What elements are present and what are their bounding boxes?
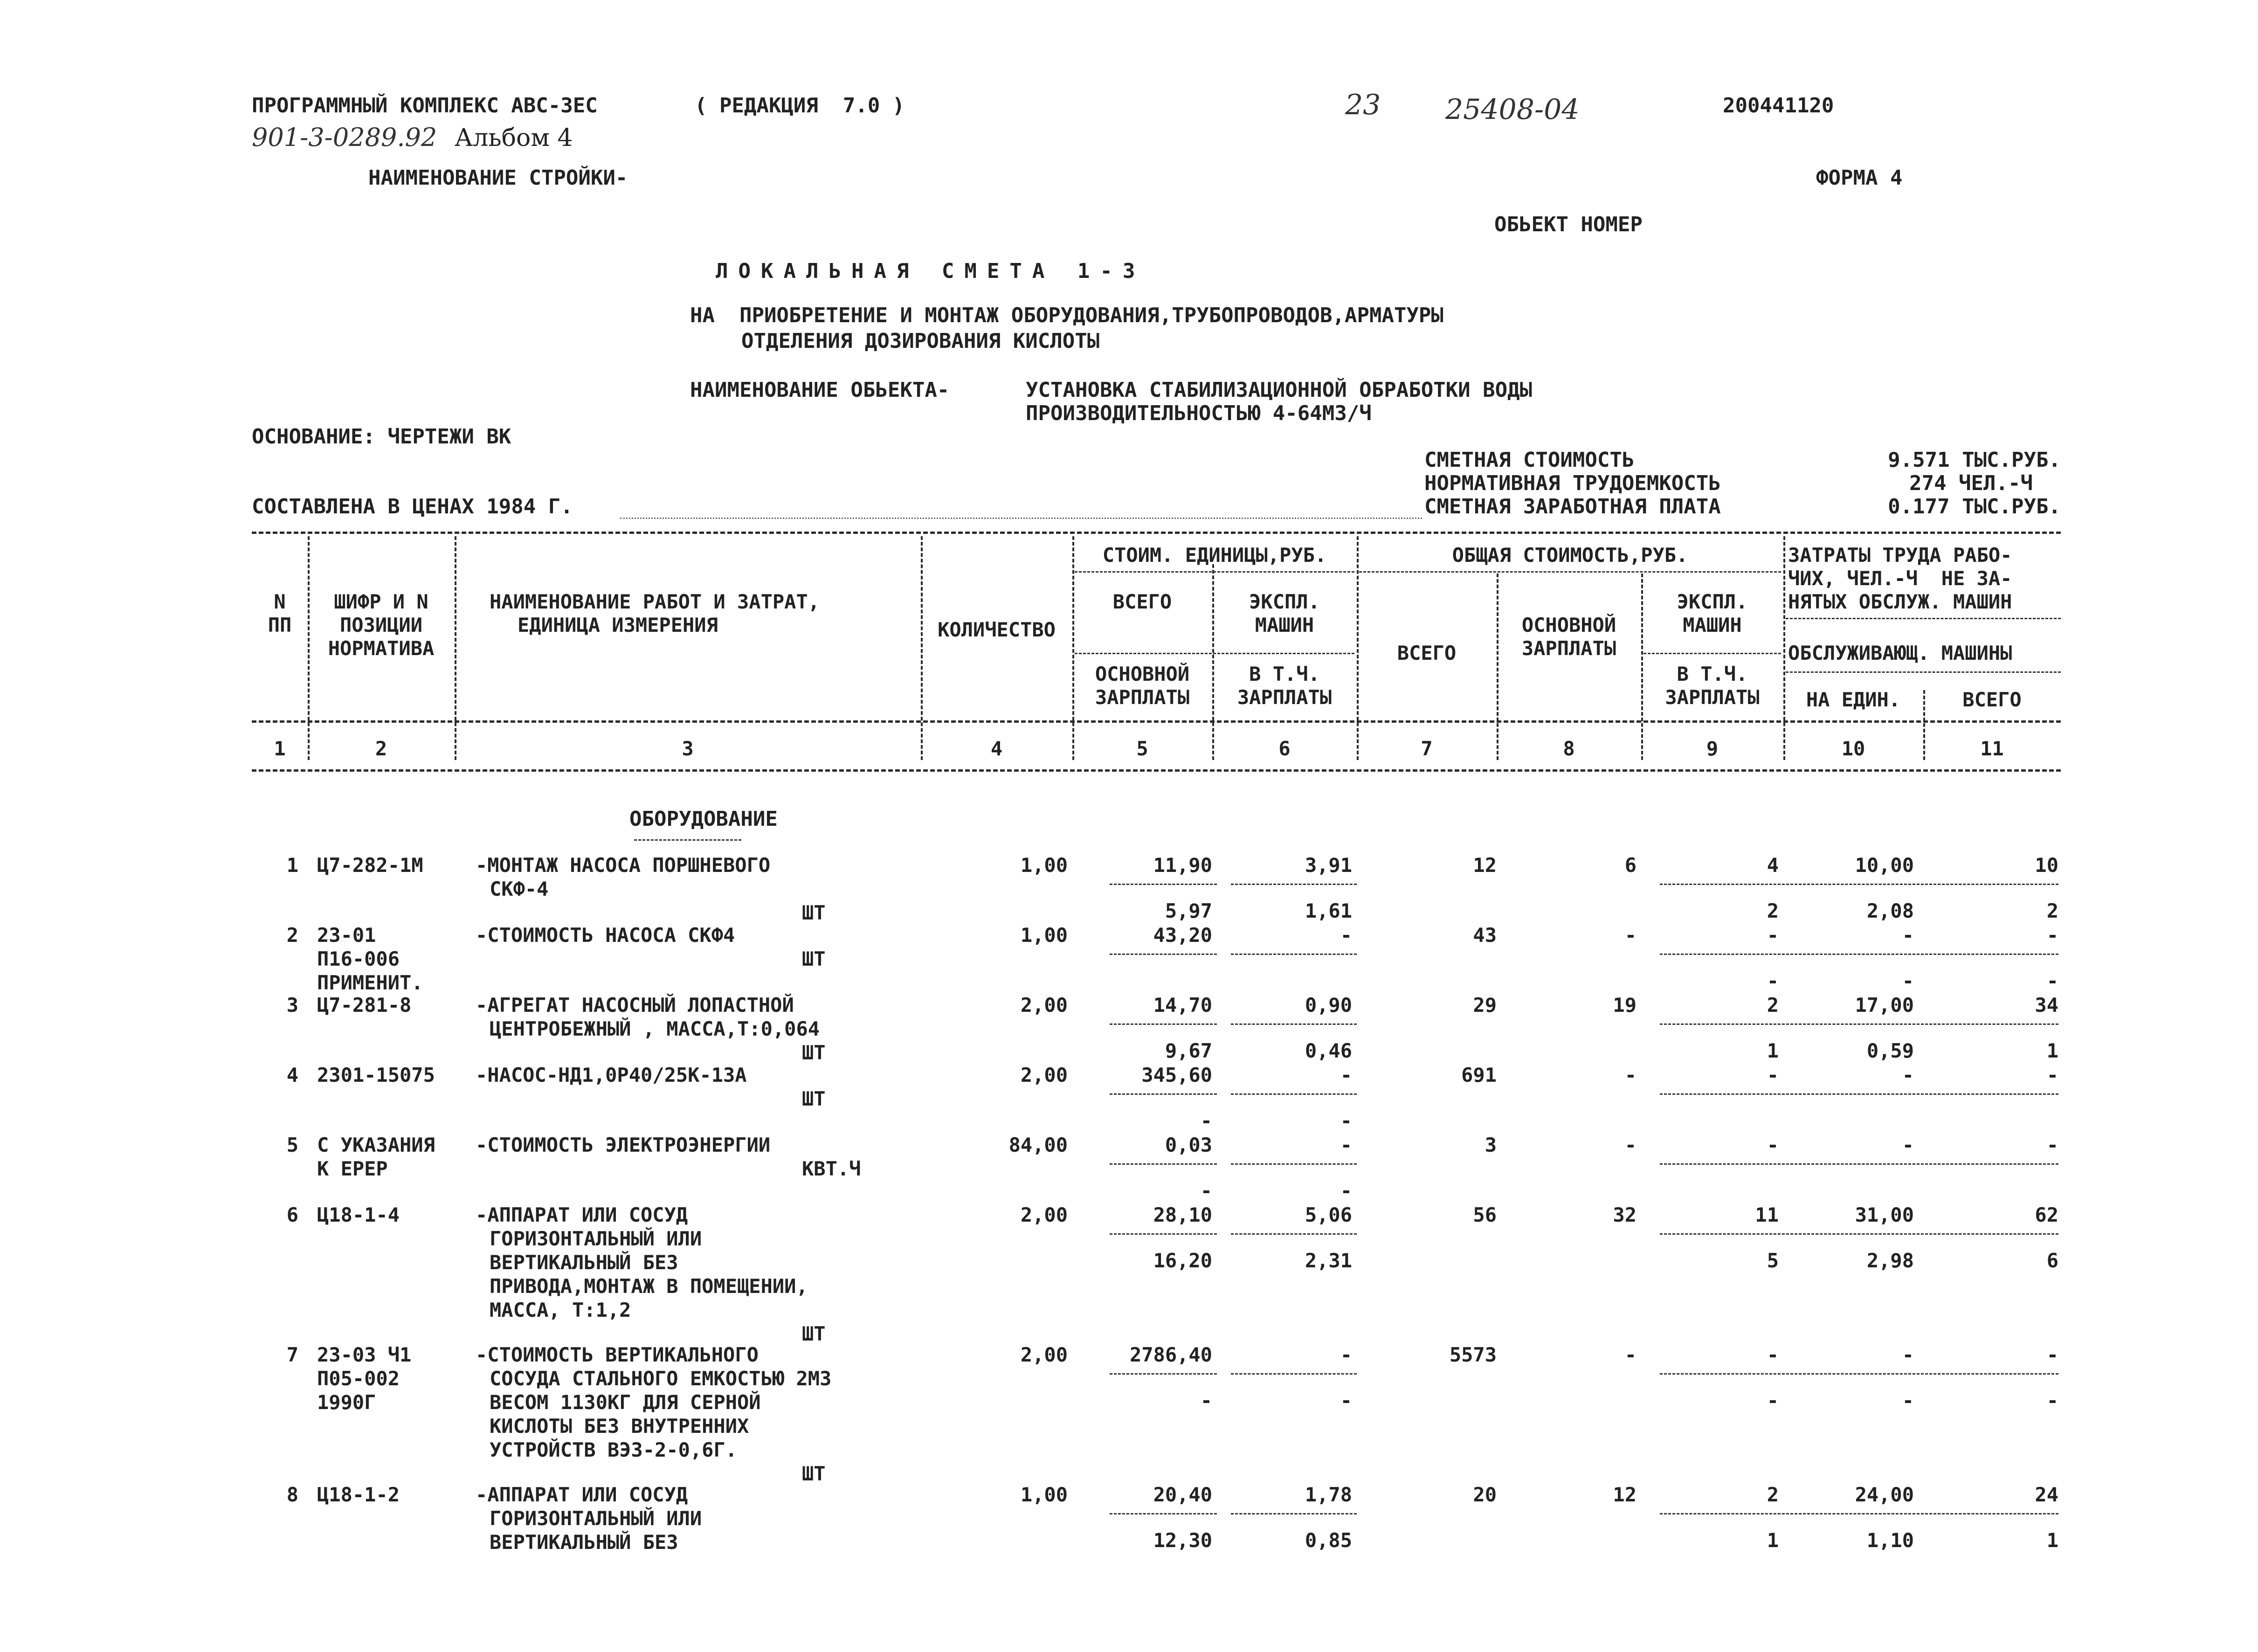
row-unit-machines: - xyxy=(1340,1343,1352,1366)
row-labor-total: 34 xyxy=(2035,994,2058,1016)
row-labor-machines-total: 2 xyxy=(2046,899,2058,922)
row-labor-per-unit: 10,00 xyxy=(1855,854,1914,877)
row-name: ВЕРТИКАЛЬНЫЙ БЕЗ xyxy=(490,1251,678,1274)
row-total-wage: - xyxy=(1624,1134,1637,1156)
row-code: Ц18-1-2 xyxy=(317,1483,400,1506)
row-subrule xyxy=(1231,1373,1357,1375)
column-number: 8 xyxy=(1563,737,1575,760)
section-title: ОБОРУДОВАНИЕ xyxy=(629,807,778,831)
row-code: 2301-15075 xyxy=(317,1064,435,1086)
column-number: 11 xyxy=(1980,737,2004,760)
row-labor-machines-total: 1 xyxy=(2046,1039,2058,1062)
row-subrule xyxy=(1660,1023,2058,1025)
row-total: 3 xyxy=(1485,1134,1497,1156)
row-code: П16-006 xyxy=(317,947,400,970)
column-number: 5 xyxy=(1136,737,1148,760)
row-subrule xyxy=(1660,1233,2058,1235)
row-name: УСТРОЙСТВ ВЭЗ-2-0,6Г. xyxy=(490,1438,738,1461)
header-total-machines: ЭКСПЛ. xyxy=(1677,590,1748,613)
object-name-line1: УСТАНОВКА СТАБИЛИЗАЦИОННОЙ ОБРАБОТКИ ВОДЫ xyxy=(1026,378,1533,402)
header-n: ПП xyxy=(268,614,292,636)
column-divider xyxy=(1783,536,1785,760)
row-total: 691 xyxy=(1461,1064,1497,1086)
row-total-wage: 12 xyxy=(1613,1483,1637,1506)
form-label: ФОРМА 4 xyxy=(1816,166,1903,190)
row-total: 12 xyxy=(1473,854,1497,877)
row-labor-total: - xyxy=(2046,1343,2058,1366)
row-code: 23-03 Ч1 xyxy=(317,1343,412,1366)
header-total-wage: ОСНОВНОЙ xyxy=(1521,614,1616,636)
row-total-wage: 32 xyxy=(1613,1203,1637,1226)
row-unit-incl-wage: 0,46 xyxy=(1305,1039,1352,1062)
row-unit-incl-wage: - xyxy=(1340,1109,1352,1132)
code-number: 200441120 xyxy=(1723,94,1834,118)
header-unit-incl: ЗАРПЛАТЫ xyxy=(1237,686,1332,709)
row-incl-wage: 2 xyxy=(1767,899,1779,922)
column-divider xyxy=(1072,536,1074,760)
row-labor-per-unit: - xyxy=(1902,1343,1914,1366)
row-subrule xyxy=(1231,1233,1357,1235)
row-incl-wage: 5 xyxy=(1767,1249,1779,1272)
row-labor-total: 10 xyxy=(2035,854,2058,877)
row-name: -СТОИМОСТЬ ВЕРТИКАЛЬНОГО xyxy=(476,1343,759,1366)
row-quantity: 2,00 xyxy=(1020,1203,1068,1226)
row-number: 3 xyxy=(286,994,298,1016)
row-unit-machines: 5,06 xyxy=(1305,1203,1352,1226)
row-total-machines: 2 xyxy=(1767,1483,1779,1506)
row-code: Ц7-281-8 xyxy=(317,994,412,1016)
page-number: 23 xyxy=(1345,89,1381,121)
estimate-subject-line2: ОТДЕЛЕНИЯ ДОЗИРОВАНИЯ КИСЛОТЫ xyxy=(741,329,1100,353)
row-subrule xyxy=(1660,884,2058,885)
header-unit-total: ВСЕГО xyxy=(1112,590,1172,613)
header-labor: ЗАТРАТЫ ТРУДА РАБО- xyxy=(1788,544,2012,567)
row-code: 1990Г xyxy=(317,1391,376,1414)
row-subrule xyxy=(1110,1373,1217,1375)
row-labor-per-unit: - xyxy=(1902,1134,1914,1156)
row-unit-total: 20,40 xyxy=(1153,1483,1212,1506)
rule xyxy=(252,532,2061,534)
row-subrule xyxy=(1660,1163,2058,1165)
row-subrule xyxy=(1110,884,1217,885)
row-unit-wage: - xyxy=(1200,1389,1212,1412)
row-total-machines: - xyxy=(1767,924,1779,947)
summary-label: СМЕТНАЯ СТОИМОСТЬ xyxy=(1424,448,1635,472)
row-labor-machines-total: - xyxy=(2046,1389,2058,1412)
summary-value: 274 ЧЕЛ.-Ч xyxy=(1909,471,2033,495)
row-labor-per-unit: - xyxy=(1902,1064,1914,1086)
row-unit-total: 345,60 xyxy=(1141,1064,1212,1086)
header-name: НАИМЕНОВАНИЕ РАБОТ И ЗАТРАТ, xyxy=(490,590,820,613)
row-quantity: 2,00 xyxy=(1020,1343,1068,1366)
column-number: 4 xyxy=(990,737,1003,760)
row-unit: ШТ xyxy=(802,1462,826,1485)
row-total-machines: - xyxy=(1767,1343,1779,1366)
row-total-wage: 6 xyxy=(1624,854,1637,877)
row-labor-machines-per-unit: - xyxy=(1902,1389,1914,1412)
row-subrule xyxy=(1231,1023,1357,1025)
row-subrule xyxy=(1660,1373,2058,1375)
row-labor-total: - xyxy=(2046,1134,2058,1156)
row-quantity: 1,00 xyxy=(1020,1483,1068,1506)
header-labor: НЯТЫХ ОБСЛУЖ. МАШИН xyxy=(1788,590,2012,613)
row-subrule xyxy=(1110,1093,1217,1095)
row-name: ГОРИЗОНТАЛЬНЫЙ ИЛИ xyxy=(490,1507,702,1530)
summary-label: СМЕТНАЯ ЗАРАБОТНАЯ ПЛАТА xyxy=(1424,495,1721,518)
row-name: ГОРИЗОНТАЛЬНЫЙ ИЛИ xyxy=(490,1227,702,1250)
summary-value: 0.177 ТЫС.РУБ. xyxy=(1888,495,2061,518)
edition: ( РЕДАКЦИЯ 7.0 ) xyxy=(695,94,905,118)
row-unit-machines: 1,78 xyxy=(1305,1483,1352,1506)
row-unit-wage: 5,97 xyxy=(1165,899,1212,922)
row-total-wage: 19 xyxy=(1613,994,1637,1016)
row-code: Ц7-282-1М xyxy=(317,854,423,877)
row-unit: КВТ.Ч xyxy=(802,1157,861,1180)
row-subrule xyxy=(1660,1513,2058,1514)
header-total-machines: МАШИН xyxy=(1683,614,1742,636)
row-total: 29 xyxy=(1473,994,1497,1016)
rule xyxy=(252,720,2061,723)
row-labor-machines-per-unit: 0,59 xyxy=(1866,1039,1914,1062)
rule xyxy=(252,769,2061,772)
row-unit-wage: 9,67 xyxy=(1165,1039,1212,1062)
subrule xyxy=(1786,618,2061,619)
row-incl-wage: - xyxy=(1767,969,1779,992)
row-name: -СТОИМОСТЬ НАСОСА СКФ4 xyxy=(476,924,735,947)
row-subrule xyxy=(1110,954,1217,955)
row-labor-total: 62 xyxy=(2035,1203,2058,1226)
row-total: 43 xyxy=(1473,924,1497,947)
row-labor-per-unit: - xyxy=(1902,924,1914,947)
row-labor-machines-per-unit: 2,98 xyxy=(1866,1249,1914,1272)
row-code: ПРИМЕНИТ. xyxy=(317,971,423,994)
row-labor-per-unit: 24,00 xyxy=(1855,1483,1914,1506)
row-name: -АГРЕГАТ НАСОСНЫЙ ЛОПАСТНОЙ xyxy=(476,994,794,1016)
row-name: ПРИВОДА,МОНТАЖ В ПОМЕЩЕНИИ, xyxy=(490,1275,808,1298)
column-divider xyxy=(1497,574,1498,760)
row-labor-machines-total: - xyxy=(2046,969,2058,992)
dotted-leader xyxy=(620,518,1422,519)
construction-label: НАИМЕНОВАНИЕ СТРОЙКИ- xyxy=(368,166,628,190)
row-labor-machines-per-unit: 1,10 xyxy=(1866,1529,1914,1552)
row-number: 5 xyxy=(286,1134,298,1156)
row-total: 5573 xyxy=(1449,1343,1497,1366)
row-unit: ШТ xyxy=(802,1087,826,1110)
row-name: ВЕРТИКАЛЬНЫЙ БЕЗ xyxy=(490,1531,678,1554)
row-unit-wage: - xyxy=(1200,1109,1212,1132)
row-total-wage: - xyxy=(1624,1064,1637,1086)
header-unit-wage: ОСНОВНОЙ xyxy=(1095,663,1190,685)
header-per-unit: НА ЕДИН. xyxy=(1806,688,1901,711)
row-unit-incl-wage: - xyxy=(1340,1179,1352,1202)
row-number: 8 xyxy=(286,1483,298,1506)
row-unit-machines: - xyxy=(1340,1064,1352,1086)
row-incl-wage: 1 xyxy=(1767,1039,1779,1062)
row-subrule xyxy=(1110,1513,1217,1514)
row-quantity: 1,00 xyxy=(1020,924,1068,947)
summary-label: НОРМАТИВНАЯ ТРУДОЕМКОСТЬ xyxy=(1424,471,1721,495)
row-name: -МОНТАЖ НАСОСА ПОРШНЕВОГО xyxy=(476,854,771,877)
row-name: ВЕСОМ 1130КГ ДЛЯ СЕРНОЙ xyxy=(490,1391,761,1414)
object-number-label: ОБЬЕКТ НОМЕР xyxy=(1494,213,1643,236)
row-subrule xyxy=(1110,1233,1217,1235)
object-name-line2: ПРОИЗВОДИТЕЛЬНОСТЬЮ 4-64М3/Ч xyxy=(1026,401,1372,425)
row-quantity: 2,00 xyxy=(1020,994,1068,1016)
row-labor-machines-per-unit: 2,08 xyxy=(1866,899,1914,922)
row-number: 2 xyxy=(286,924,298,947)
header-unit-machines: ЭКСПЛ. xyxy=(1249,590,1320,613)
row-labor-total: - xyxy=(2046,924,2058,947)
row-unit-total: 43,20 xyxy=(1153,924,1212,947)
row-name: МАССА, Т:1,2 xyxy=(490,1299,631,1321)
row-unit-total: 14,70 xyxy=(1153,994,1212,1016)
row-unit-incl-wage: 2,31 xyxy=(1305,1249,1352,1272)
row-unit-total: 2786,40 xyxy=(1129,1343,1212,1366)
row-total-wage: - xyxy=(1624,1343,1637,1366)
row-subrule xyxy=(1231,1513,1357,1514)
basis: ОСНОВАНИЕ: ЧЕРТЕЖИ ВК xyxy=(252,425,511,449)
row-labor-machines-per-unit: - xyxy=(1902,969,1914,992)
row-name: ЦЕНТРОБЕЖНЫЙ , МАССА,Т:0,064 xyxy=(490,1017,820,1040)
price-basis: СОСТАВЛЕНА В ЦЕНАХ 1984 Г. xyxy=(252,495,573,518)
row-code: Ц18-1-4 xyxy=(317,1203,400,1226)
row-name: КИСЛОТЫ БЕЗ ВНУТРЕННИХ xyxy=(490,1415,749,1438)
row-name: СКФ-4 xyxy=(490,878,549,900)
row-unit-total: 0,03 xyxy=(1165,1134,1212,1156)
row-unit-incl-wage: 1,61 xyxy=(1305,899,1352,922)
row-subrule xyxy=(1110,1023,1217,1025)
object-label: НАИМЕНОВАНИЕ ОБЬЕКТА- xyxy=(690,378,950,402)
row-code: К ЕРЕР xyxy=(317,1157,388,1180)
column-number: 9 xyxy=(1706,737,1719,760)
row-code: С УКАЗАНИЯ xyxy=(317,1134,435,1156)
header-total-incl: ЗАРПЛАТЫ xyxy=(1665,686,1760,709)
row-total-wage: - xyxy=(1624,924,1637,947)
row-subrule xyxy=(1660,954,2058,955)
row-name: -АППАРАТ ИЛИ СОСУД xyxy=(476,1483,688,1506)
row-name: СОСУДА СТАЛЬНОГО ЕМКОСТЬЮ 2М3 xyxy=(490,1367,832,1390)
header-code: ШИФР И N xyxy=(334,590,428,613)
row-number: 4 xyxy=(286,1064,298,1086)
document-code: 25408-04 xyxy=(1445,93,1580,126)
row-labor-machines-total: 6 xyxy=(2046,1249,2058,1272)
header-unit-wage: ЗАРПЛАТЫ xyxy=(1095,686,1190,709)
row-incl-wage: 1 xyxy=(1767,1529,1779,1552)
subrule xyxy=(1786,671,2061,673)
column-number: 2 xyxy=(375,737,387,760)
subrule xyxy=(1359,571,1781,573)
column-number: 7 xyxy=(1421,737,1433,760)
row-quantity: 1,00 xyxy=(1020,854,1068,877)
row-name: -АППАРАТ ИЛИ СОСУД xyxy=(476,1203,688,1226)
row-labor-per-unit: 31,00 xyxy=(1855,1203,1914,1226)
header-n: N xyxy=(274,590,286,613)
row-subrule xyxy=(1231,954,1357,955)
row-quantity: 2,00 xyxy=(1020,1064,1068,1086)
row-labor-machines-total: 1 xyxy=(2046,1529,2058,1552)
header-unit-cost: СТОИМ. ЕДИНИЦЫ,РУБ. xyxy=(1102,544,1327,567)
row-unit-wage: - xyxy=(1200,1179,1212,1202)
header-labor-machines: ОБСЛУЖИВАЮЩ. МАШИНЫ xyxy=(1788,642,2012,664)
row-name: -СТОИМОСТЬ ЭЛЕКТРОЭНЕРГИИ xyxy=(476,1134,771,1156)
row-subrule xyxy=(1110,1163,1217,1165)
row-number: 1 xyxy=(286,854,298,877)
row-name: -НАСОС-НД1,0Р40/25К-13А xyxy=(476,1064,747,1086)
column-divider xyxy=(921,536,923,760)
row-subrule xyxy=(1231,1163,1357,1165)
row-labor-total: - xyxy=(2046,1064,2058,1086)
row-total: 20 xyxy=(1473,1483,1497,1506)
row-unit-machines: - xyxy=(1340,1134,1352,1156)
row-unit-total: 11,90 xyxy=(1153,854,1212,877)
row-unit-incl-wage: 0,85 xyxy=(1305,1529,1352,1552)
row-unit-wage: 16,20 xyxy=(1153,1249,1212,1272)
column-number: 6 xyxy=(1278,737,1291,760)
header-labor-total: ВСЕГО xyxy=(1962,688,2022,711)
header-unit-incl: В Т.Ч. xyxy=(1249,663,1320,685)
row-unit-machines: 3,91 xyxy=(1305,854,1352,877)
album-label: Альбом 4 xyxy=(455,124,573,152)
row-unit: ШТ xyxy=(802,901,826,924)
row-number: 7 xyxy=(286,1343,298,1366)
row-code: 23-01 xyxy=(317,924,376,947)
row-unit-machines: - xyxy=(1340,924,1352,947)
column-number: 3 xyxy=(682,737,694,760)
row-unit-incl-wage: - xyxy=(1340,1389,1352,1412)
row-total-machines: - xyxy=(1767,1134,1779,1156)
row-unit-total: 28,10 xyxy=(1153,1203,1212,1226)
subrule xyxy=(1643,653,1781,654)
row-total-machines: 11 xyxy=(1755,1203,1779,1226)
row-subrule xyxy=(1231,1093,1357,1095)
row-quantity: 84,00 xyxy=(1008,1134,1068,1156)
row-total-machines: 4 xyxy=(1767,854,1779,877)
header-total-all: ВСЕГО xyxy=(1397,642,1457,664)
row-total-machines: 2 xyxy=(1767,994,1779,1016)
subrule xyxy=(1075,571,1354,573)
row-labor-per-unit: 17,00 xyxy=(1855,994,1914,1016)
header-unit-machines: МАШИН xyxy=(1255,614,1314,636)
row-unit: ШТ xyxy=(802,1322,826,1345)
column-divider xyxy=(455,536,456,760)
row-unit: ШТ xyxy=(802,947,826,970)
program-name: ПРОГРАММНЫЙ КОМПЛЕКС АВС-ЗЕС xyxy=(252,94,598,118)
subrule xyxy=(1075,653,1354,654)
summary-value: 9.571 ТЫС.РУБ. xyxy=(1888,448,2061,472)
column-number: 10 xyxy=(1841,737,1865,760)
column-number: 1 xyxy=(274,737,286,760)
row-subrule xyxy=(1660,1093,2058,1095)
header-code: ПОЗИЦИИ xyxy=(339,614,422,636)
row-labor-total: 24 xyxy=(2035,1483,2058,1506)
estimate-subject-line1: НА ПРИОБРЕТЕНИЕ И МОНТАЖ ОБОРУДОВАНИЯ,ТРУБОПРОВОДОВ,АРМАТУРЫ xyxy=(690,304,1443,327)
row-code: П05-002 xyxy=(317,1367,400,1390)
row-subrule xyxy=(1231,884,1357,885)
header-quantity: КОЛИЧЕСТВО xyxy=(938,618,1056,641)
header-total-cost: ОБЩАЯ СТОИМОСТЬ,РУБ. xyxy=(1452,544,1688,567)
row-unit-machines: 0,90 xyxy=(1305,994,1352,1016)
row-total: 56 xyxy=(1473,1203,1497,1226)
row-number: 6 xyxy=(286,1203,298,1226)
row-incl-wage: - xyxy=(1767,1389,1779,1412)
header-name: ЕДИНИЦА ИЗМЕРЕНИЯ xyxy=(518,614,718,636)
header-total-wage: ЗАРПЛАТЫ xyxy=(1521,637,1616,660)
header-code: НОРМАТИВА xyxy=(328,637,435,660)
row-unit-wage: 12,30 xyxy=(1153,1529,1212,1552)
header-labor: ЧИХ, ЧЕЛ.-Ч НЕ ЗА- xyxy=(1788,567,2012,590)
estimate-title: ЛОКАЛЬНАЯ СМЕТА 1-3 xyxy=(716,259,1146,283)
album-reference: 901-3-0289.92 xyxy=(252,123,437,152)
header-total-incl: В Т.Ч. xyxy=(1677,663,1748,685)
row-unit: ШТ xyxy=(802,1041,826,1064)
row-total-machines: - xyxy=(1767,1064,1779,1086)
section-underline xyxy=(634,839,741,841)
